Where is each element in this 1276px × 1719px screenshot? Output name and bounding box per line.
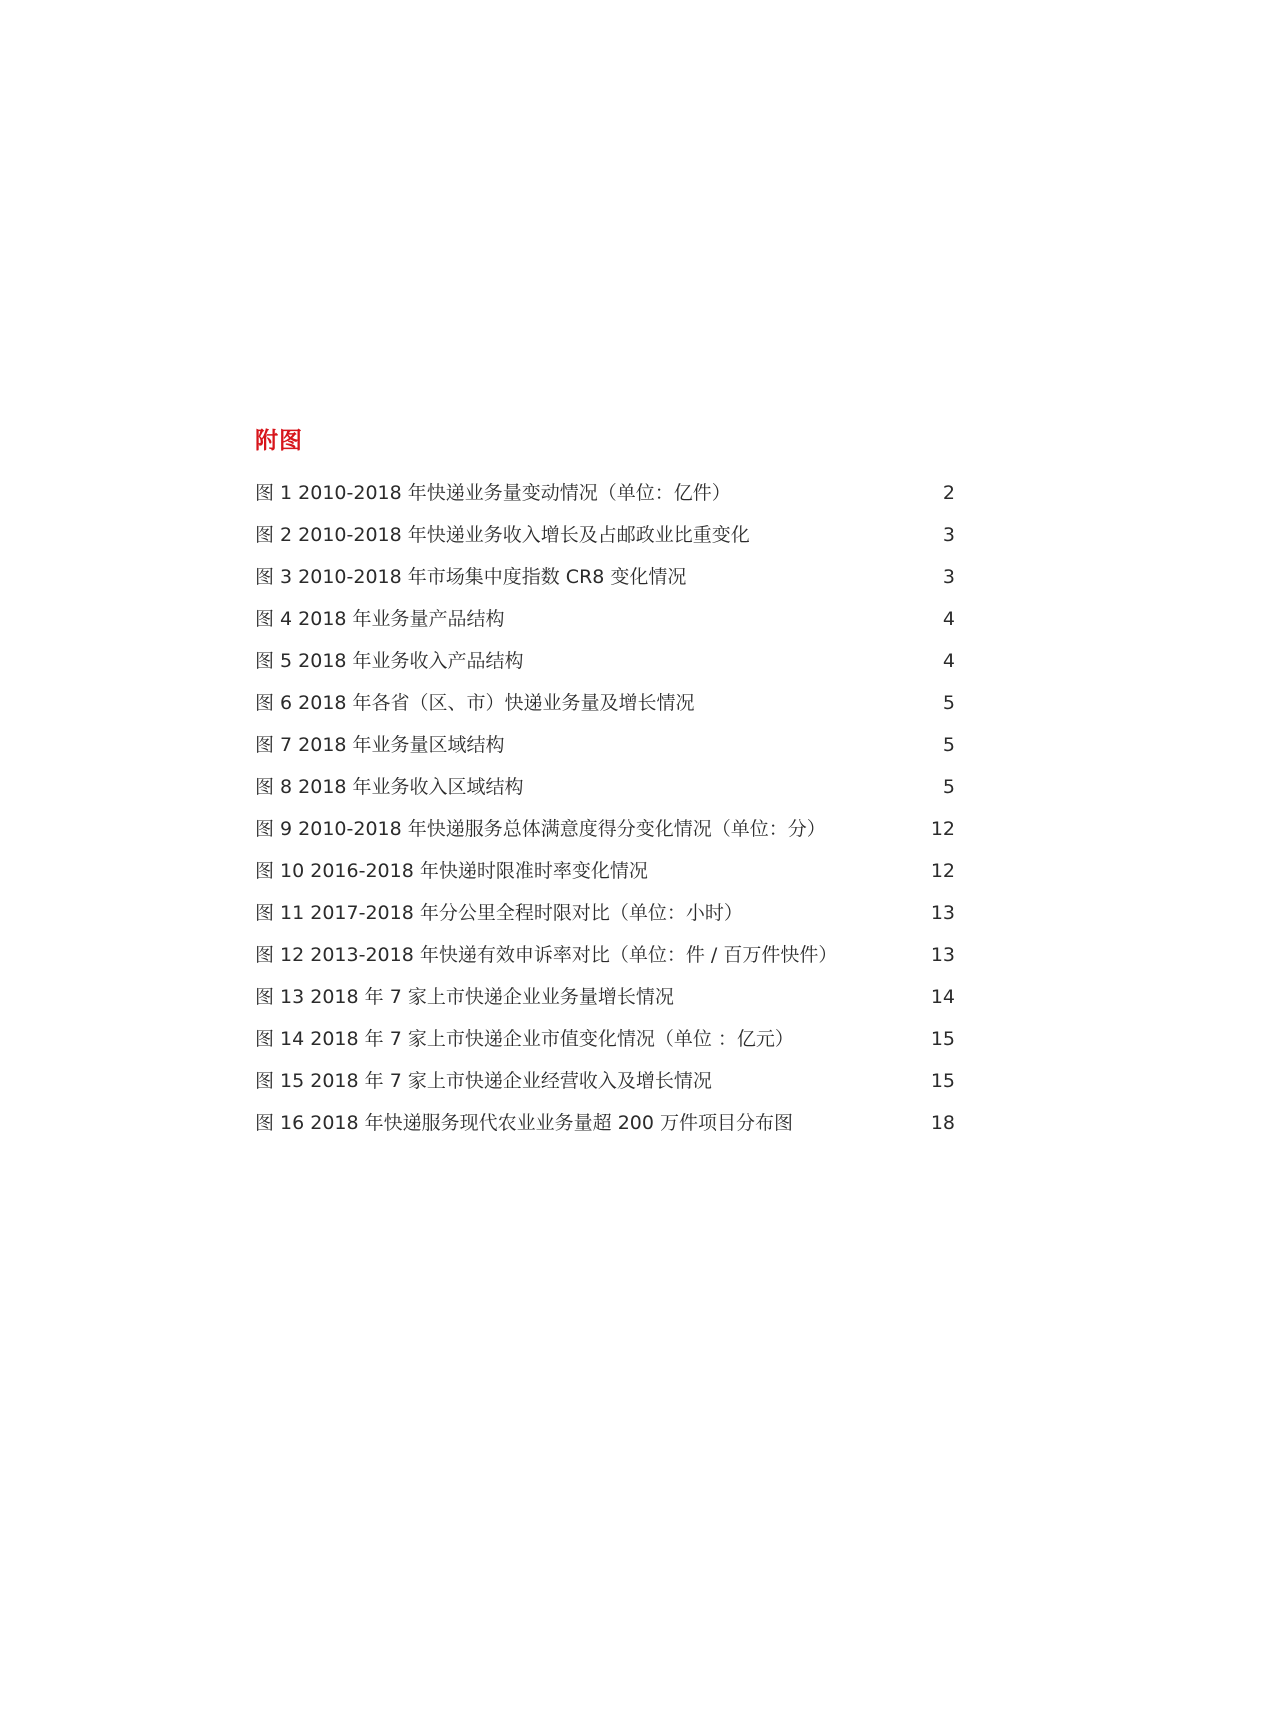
figure-entry-label: 图 10 2016-2018 年快递时限准时率变化情况 bbox=[255, 860, 648, 882]
figure-index-entry[interactable] bbox=[255, 808, 975, 850]
figure-entry-page-number: 3 bbox=[942, 524, 955, 546]
figure-entry-page-number: 14 bbox=[930, 986, 955, 1008]
figure-entry-page-number: 12 bbox=[930, 860, 955, 882]
figure-entry-page-number: 4 bbox=[942, 608, 955, 630]
figure-entry-page-number: 15 bbox=[930, 1028, 955, 1050]
figure-index bbox=[255, 420, 975, 1144]
figure-index-list bbox=[255, 472, 975, 1144]
figure-entry-label: 图 1 2010-2018 年快递业务量变动情况（单位：亿件） bbox=[255, 482, 731, 504]
figure-entry-label: 图 14 2018 年 7 家上市快递企业市值变化情况（单位 ：亿元） bbox=[255, 1028, 794, 1050]
figure-entry-label: 图 2 2010-2018 年快递业务收入增长及占邮政业比重变化 bbox=[255, 524, 750, 546]
figure-entry-label: 图 7 2018 年业务量区域结构 bbox=[255, 734, 505, 756]
figure-index-entry[interactable] bbox=[255, 640, 975, 682]
figure-index-entry[interactable] bbox=[255, 514, 975, 556]
figure-index-entry[interactable] bbox=[255, 934, 975, 976]
figure-entry-label: 图 11 2017-2018 年分公里全程时限对比（单位：小时） bbox=[255, 902, 743, 924]
figure-entry-label: 图 3 2010-2018 年市场集中度指数 CR8 变化情况 bbox=[255, 566, 687, 588]
figure-index-entry[interactable] bbox=[255, 598, 975, 640]
figure-index-entry[interactable] bbox=[255, 976, 975, 1018]
figure-index-entry[interactable] bbox=[255, 1060, 975, 1102]
figure-index-entry[interactable] bbox=[255, 556, 975, 598]
figure-index-title: 附图 bbox=[255, 428, 303, 454]
figure-entry-label: 图 6 2018 年各省（区、市）快递业务量及增长情况 bbox=[255, 692, 695, 714]
figure-index-entry[interactable] bbox=[255, 682, 975, 724]
figure-entry-label: 图 13 2018 年 7 家上市快递企业业务量增长情况 bbox=[255, 986, 674, 1008]
figure-index-entry[interactable] bbox=[255, 892, 975, 934]
figure-entry-label: 图 5 2018 年业务收入产品结构 bbox=[255, 650, 524, 672]
figure-entry-page-number: 5 bbox=[942, 734, 955, 756]
figure-entry-page-number: 13 bbox=[930, 944, 955, 966]
figure-index-entry[interactable] bbox=[255, 724, 975, 766]
figure-entry-page-number: 4 bbox=[942, 650, 955, 672]
figure-index-entry[interactable] bbox=[255, 766, 975, 808]
figure-entry-page-number: 3 bbox=[942, 566, 955, 588]
figure-entry-label: 图 4 2018 年业务量产品结构 bbox=[255, 608, 505, 630]
figure-index-entry[interactable] bbox=[255, 850, 975, 892]
figure-entry-page-number: 12 bbox=[930, 818, 955, 840]
figure-entry-label: 图 12 2013-2018 年快递有效申诉率对比（单位：件 / 百万件快件） bbox=[255, 944, 838, 966]
figure-entry-page-number: 2 bbox=[942, 482, 955, 504]
figure-entry-page-number: 5 bbox=[942, 692, 955, 714]
figure-entry-label: 图 16 2018 年快递服务现代农业业务量超 200 万件项目分布图 bbox=[255, 1112, 793, 1134]
figure-index-entry[interactable] bbox=[255, 1102, 975, 1144]
figure-entry-page-number: 5 bbox=[942, 776, 955, 798]
figure-entry-page-number: 15 bbox=[930, 1070, 955, 1092]
figure-entry-page-number: 18 bbox=[930, 1112, 955, 1134]
figure-entry-label: 图 8 2018 年业务收入区域结构 bbox=[255, 776, 524, 798]
figure-entry-label: 图 9 2010-2018 年快递服务总体满意度得分变化情况（单位：分） bbox=[255, 818, 826, 840]
figure-entry-label: 图 15 2018 年 7 家上市快递企业经营收入及增长情况 bbox=[255, 1070, 712, 1092]
figure-index-entry[interactable] bbox=[255, 1018, 975, 1060]
figure-index-entry[interactable] bbox=[255, 472, 975, 514]
figure-entry-page-number: 13 bbox=[930, 902, 955, 924]
